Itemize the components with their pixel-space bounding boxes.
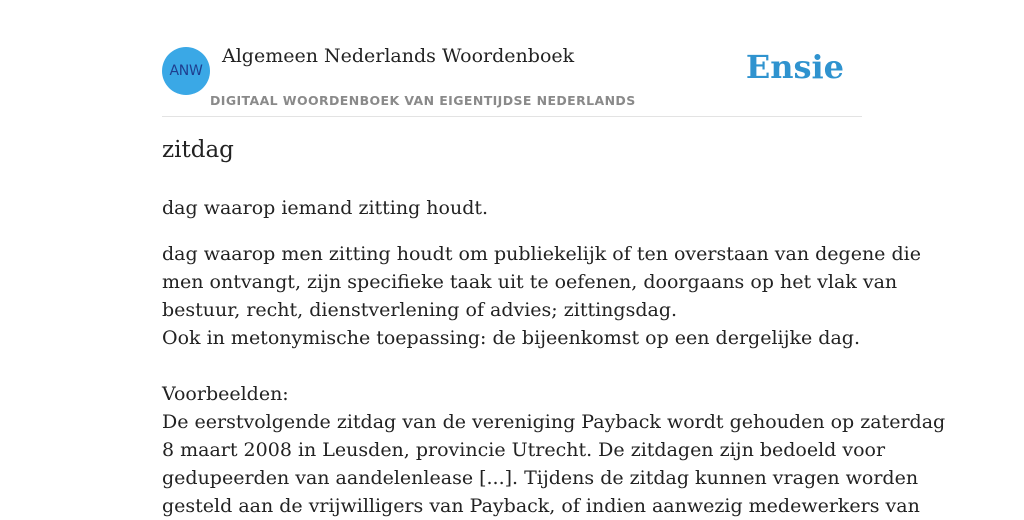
example-line: 8 maart 2008 in Leusden, provincie Utrecht. De zitdagen zijn bedoeld voor [162, 439, 886, 461]
site-header [162, 0, 862, 117]
definition-line: men ontvangt, zijn specifieke taak uit te oefenen, doorgaans op het vlak van [162, 271, 898, 293]
anw-logo[interactable] [162, 47, 210, 95]
site-title[interactable]: Algemeen Nederlands Woordenboek [222, 45, 575, 67]
anw-logo-text: ANW [169, 63, 203, 79]
metonymy-note: Ook in metonymische toepassing: de bijeenkomst op een dergelijke dag. [162, 327, 860, 349]
site-subtitle: DIGITAAL WOORDENBOEK VAN EIGENTIJDSE NEDERLANDS [210, 93, 636, 108]
examples-label: Voorbeelden: [162, 383, 289, 405]
short-definition: dag waarop iemand zitting houdt. [162, 197, 489, 219]
ensie-brand-link[interactable]: Ensie [745, 48, 844, 86]
headword: zitdag [162, 137, 234, 163]
spacer [162, 352, 862, 380]
example-line: gesteld aan de vrijwilligers van Payback, of indien aanwezig medewerkers van [162, 495, 920, 517]
definition-line: bestuur, recht, dienstverlening of advies; zittingsdag. [162, 299, 678, 321]
definition-line: dag waarop men zitting houdt om publiekelijk of ten overstaan van degene die [162, 243, 921, 265]
page [162, 0, 946, 517]
example-line: gedupeerden van aandelenlease [...]. Tijdens de zitdag kunnen vragen worden [162, 467, 919, 489]
example-line: De eerstvolgende zitdag van de vereniging Payback wordt gehouden op zaterdag [162, 411, 946, 433]
full-definition [162, 240, 946, 520]
